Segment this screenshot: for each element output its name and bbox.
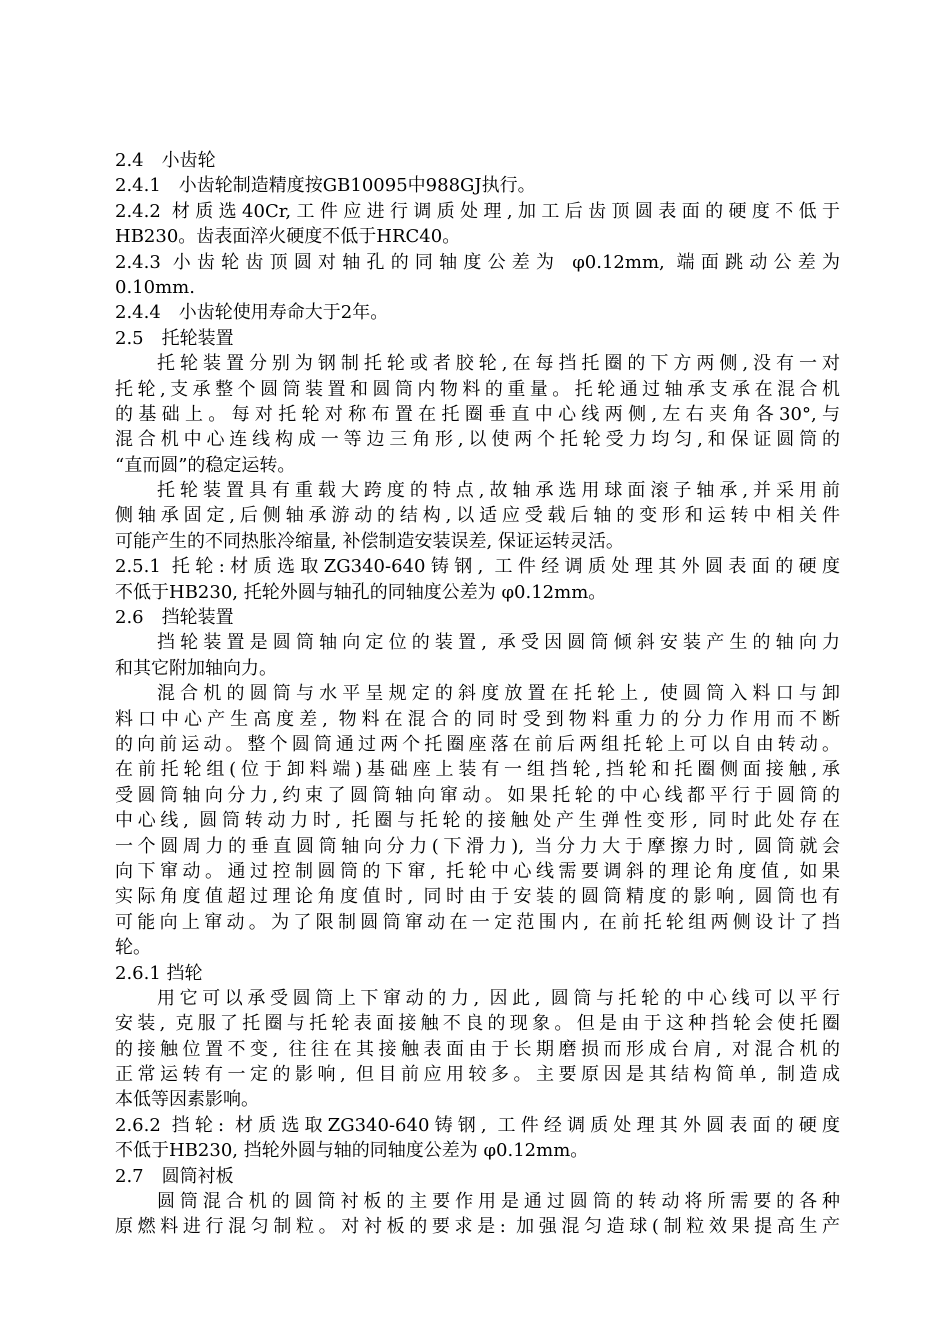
- text-line: 2.5 托轮装置: [115, 327, 234, 349]
- text-line: 用它可以承受圆筒上下窜动的力, 因此, 圆筒与托轮的中心线可以平行: [157, 987, 840, 1009]
- text-line: 料口中心产生高度差, 物料在混合的同时受到物料重力的分力作用而不断: [115, 708, 840, 730]
- text-line: 受圆筒轴向分力,约束了圆筒轴向窜动。如果托轮的中心线都平行于圆筒的: [115, 784, 840, 806]
- text-line: 安装, 克服了托圈与托轮表面接触不良的现象。但是由于这种挡轮会使托圈: [115, 1013, 840, 1035]
- text-line: 2.6.1 挡轮: [115, 962, 203, 984]
- text-line: 原燃料进行混匀制粒。对衬板的要求是: 加强混匀造球(制粒效果提高生产: [115, 1216, 840, 1238]
- text-line: 2.4.1 小齿轮制造精度按GB10095中988GJ执行。: [115, 175, 536, 197]
- text-line: 的接触位置不变, 往往在其接触表面由于长期磨损而形成台肩, 对混合机的: [115, 1038, 840, 1060]
- text-line: 和其它附加轴向力。: [115, 657, 277, 679]
- text-line: 正常运转有一定的影响, 但目前应用较多。主要原因是其结构简单, 制造成: [115, 1064, 840, 1086]
- text-line: 2.4.4 小齿轮使用寿命大于2年。: [115, 302, 389, 324]
- text-line: 侧轴承固定,后侧轴承游动的结构,以适应受载后轴的变形和运转中相关件: [115, 505, 840, 527]
- text-line: 2.4 小齿轮: [115, 150, 216, 171]
- text-line: 2.6.2 挡轮: 材质选取ZG340-640铸钢, 工件经调质处理其外圆表面的硬度: [115, 1114, 840, 1136]
- text-line: 混合机中心连线构成一等边三角形,以使两个托轮受力均匀,和保证圆筒的: [115, 429, 840, 451]
- text-line: 0.10mm.: [115, 276, 195, 298]
- text-line: 圆筒混合机的圆筒衬板的主要作用是通过圆筒的转动将所需要的各种: [157, 1191, 840, 1213]
- text-line: 的向前运动。整个圆筒通过两个托圈座落在前后两组托轮上可以自由转动。: [115, 733, 840, 755]
- text-line: “直而圆”的稳定运转。: [115, 454, 296, 476]
- text-line: 中心线, 圆筒转动力时, 托圈与托轮的接触处产生弹性变形, 同时此处存在: [115, 810, 840, 832]
- text-line: 向下窜动。通过控制圆筒的下窜, 托轮中心线需要调斜的理论角度值, 如果: [115, 860, 840, 882]
- text-line: 可能向上窜动。为了限制圆筒窜动在一定范围内, 在前托轮组两侧设计了挡: [115, 911, 840, 933]
- text-line: 托轮,支承整个圆筒装置和圆筒内物料的重量。托轮通过轴承支承在混合机: [115, 378, 840, 400]
- text-line: HB230。齿表面淬火硬度不低于HRC40。: [115, 226, 461, 248]
- text-line: 实际角度值超过理论角度值时, 同时由于安装的圆筒精度的影响, 圆筒也有: [115, 886, 840, 908]
- document-page: [115, 148, 840, 1240]
- text-line: 本低等因素影响。: [115, 1089, 259, 1111]
- text-line: 2.4.2 材质选40Cr,工件应进行调质处理,加工后齿顶圆表面的硬度不低于: [115, 200, 840, 222]
- text-line: 挡轮装置是圆筒轴向定位的装置, 承受因圆筒倾斜安装产生的轴向力: [157, 632, 840, 654]
- text-line: 不低于HB230, 托轮外圆与轴孔的同轴度公差为 φ0.12mm。: [115, 581, 607, 603]
- text-line: 2.5.1 托轮:材质选取ZG340-640铸钢, 工件经调质处理其外圆表面的硬度: [115, 556, 840, 578]
- text-line: 轮。: [115, 937, 151, 959]
- text-line: 2.7 圆筒衬板: [115, 1165, 234, 1187]
- text-line: 2.4.3 小齿轮齿顶圆对轴孔的同轴度公差为 φ0.12mm, 端面跳动公差为: [115, 251, 840, 273]
- text-line: 混合机的圆筒与水平呈规定的斜度放置在托轮上, 使圆筒入料口与卸: [157, 683, 840, 705]
- text-line: 不低于HB230, 挡轮外圆与轴的同轴度公差为 φ0.12mm。: [115, 1140, 589, 1162]
- text-line: 托轮装置分别为钢制托轮或者胶轮,在每挡托圈的下方两侧,没有一对: [157, 353, 840, 375]
- text-line: 在前托轮组(位于卸料端)基础座上装有一组挡轮,挡轮和托圈侧面接触,承: [115, 759, 840, 781]
- text-line: 的基础上。每对托轮对称布置在托圈垂直中心线两侧,左右夹角各30°,与: [115, 403, 840, 425]
- text-line: 可能产生的不同热胀冷缩量, 补偿制造安装误差, 保证运转灵活。: [115, 530, 624, 552]
- text-line: 托轮装置具有重载大跨度的特点,故轴承选用球面滚子轴承,并采用前: [157, 480, 840, 502]
- text-line: 一个圆周力的垂直圆筒轴向分力(下滑力), 当分力大于摩擦力时, 圆筒就会: [115, 835, 840, 857]
- text-line: 2.6 挡轮装置: [115, 607, 234, 629]
